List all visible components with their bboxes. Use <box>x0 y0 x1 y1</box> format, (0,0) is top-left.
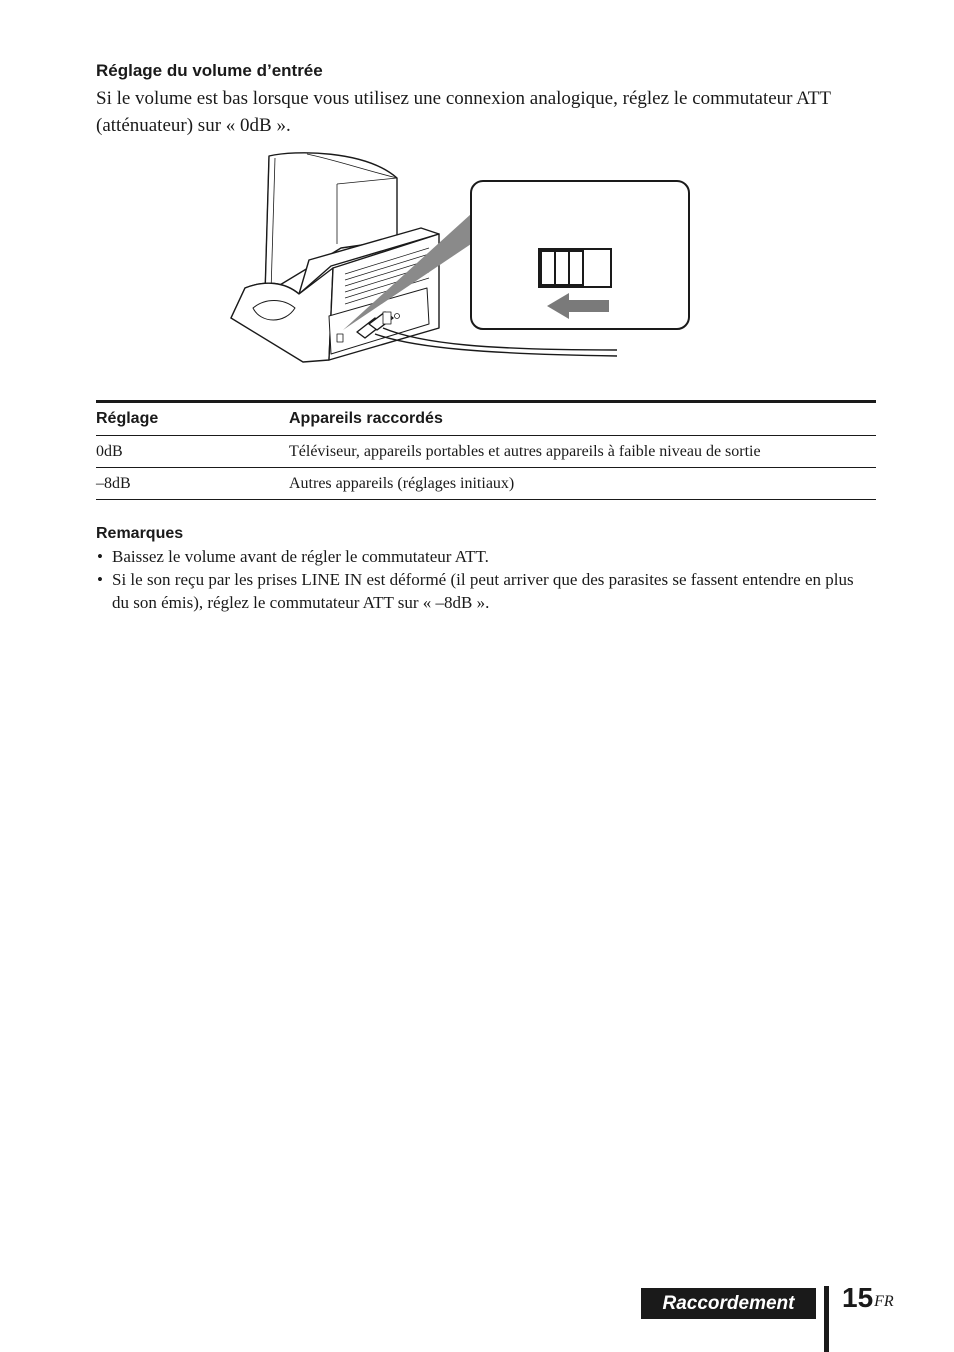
devices-value: Téléviseur, appareils portables et autres appareils à faible niveau de sortie <box>289 436 876 468</box>
setting-value: 0dB <box>96 436 289 468</box>
header-setting: Réglage <box>96 402 289 436</box>
list-item: • Si le son reçu par les prises LINE IN est déformé (il peut arriver que des parasites se fassent entendre en plus du son émis), réglez le commutateur ATT sur « –8dB ». <box>96 568 866 614</box>
remarks-list <box>96 545 866 614</box>
remarks-title: Remarques <box>96 525 184 542</box>
devices-value: Autres appareils (réglages initiaux) <box>289 468 876 500</box>
page-number-value: 15 <box>842 1282 874 1313</box>
setting-value: –8dB <box>96 468 289 500</box>
att-switch-icon <box>539 249 611 287</box>
language-code: FR <box>874 1293 894 1310</box>
page-divider <box>824 1286 829 1352</box>
header-devices: Appareils raccordés <box>289 402 876 436</box>
page-number <box>842 1280 894 1316</box>
table-row <box>96 436 876 468</box>
table-row <box>96 468 876 500</box>
settings-table <box>96 400 876 500</box>
section-tab: Raccordement <box>641 1288 816 1319</box>
intro-paragraph: Si le volume est bas lorsque vous utilisez une connexion analogique, réglez le commutateur ATT (atténuateur) sur « 0dB ». <box>96 88 831 136</box>
list-item: • Baissez le volume avant de régler le commutateur ATT. <box>96 545 866 568</box>
section-heading: Réglage du volume d’entrée <box>96 61 323 80</box>
dock-illustration <box>225 148 695 370</box>
table-header-row <box>96 402 876 436</box>
